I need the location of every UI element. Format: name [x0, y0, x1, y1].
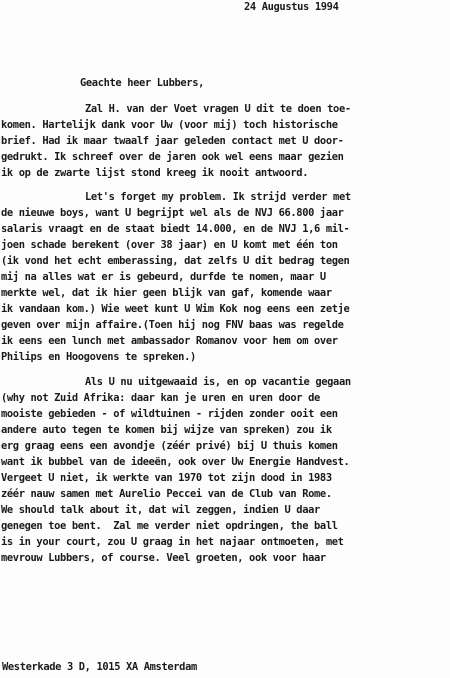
body-line: ik eens een lunch met ambassador Romanov voor hem om over: [1, 335, 338, 347]
body-line: genegen toe bent. Zal me verder niet opdringen, the ball: [1, 520, 338, 532]
body-line: (ik vond het echt emberassing, dat zelfs U dit bedrag tegen: [1, 255, 350, 267]
body-line: geven over mijn affaire.(Toen hij nog FNV baas was regelde: [1, 319, 344, 331]
body-line: salaris vraagt en de staat biedt 14.000, en de NVJ 1,6 mil-: [1, 223, 350, 235]
body-line: komen. Hartelijk dank voor Uw (voor mij) toch historische: [1, 119, 338, 131]
body-line: want ik bubbel van de ideeën, ook over Uw Energie Handvest.: [1, 456, 350, 468]
body-line: ik op de zwarte lijst stond kreeg ik nooit antwoord.: [1, 167, 309, 179]
body-line: erg graag eens een avondje (zéér privé) bij U thuis komen: [1, 440, 338, 452]
body-line: andere auto tegen te komen bij wijze van spreken) zou ik: [1, 424, 332, 436]
body-line: (why not Zuid Afrika: daar kan je uren en uren door de: [1, 392, 320, 404]
body-line: Als U nu uitgewaaid is, en op vacantie gegaan: [85, 376, 351, 388]
sender-address: Westerkade 3 D, 1015 XA Amsterdam: [2, 661, 197, 673]
body-line: joen schade berekent (over 38 jaar) en U komt met één ton: [1, 239, 338, 251]
body-line: mij na alles wat er is gebeurd, durfde te nomen, maar U: [1, 271, 326, 283]
body-line: Philips en Hoogovens te spreken.): [1, 351, 196, 363]
body-line: brief. Had ik maar twaalf jaar geleden contact met U door-: [1, 135, 344, 147]
body-line: gedrukt. Ik schreef over de jaren ook wel eens maar gezien: [1, 151, 344, 163]
body-line: mevrouw Lubbers, of course. Veel groeten, ook voor haar: [1, 552, 326, 564]
body-line: We should talk about it, dat wil zeggen, indien U daar: [1, 504, 320, 516]
body-line: is in your court, zou U graag in het najaar ontmoeten, met: [1, 536, 344, 548]
body-line: merkte wel, dat ik hier geen blijk van gaf, komende waar: [1, 287, 332, 299]
body-line: zéér nauw samen met Aurelio Peccei van de Club van Rome.: [1, 488, 332, 500]
body-line: mooiste gebieden - of wildtuinen - rijden zonder ooit een: [1, 408, 338, 420]
body-line: de nieuwe boys, want U begrijpt wel als de NVJ 66.800 jaar: [1, 207, 344, 219]
body-line: Vergeet U niet, ik werkte van 1970 tot zijn dood in 1983: [1, 472, 332, 484]
body-line: Let's forget my problem. Ik strijd verder met: [85, 191, 351, 203]
letter-date: 24 Augustus 1994: [244, 1, 339, 13]
body-line: ik vandaan kom.) Wie weet kunt U Wim Kok nog eens een zetje: [1, 303, 350, 315]
salutation: Geachte heer Lubbers,: [80, 77, 205, 89]
body-line: Zal H. van der Voet vragen U dit te doen toe-: [85, 103, 351, 115]
